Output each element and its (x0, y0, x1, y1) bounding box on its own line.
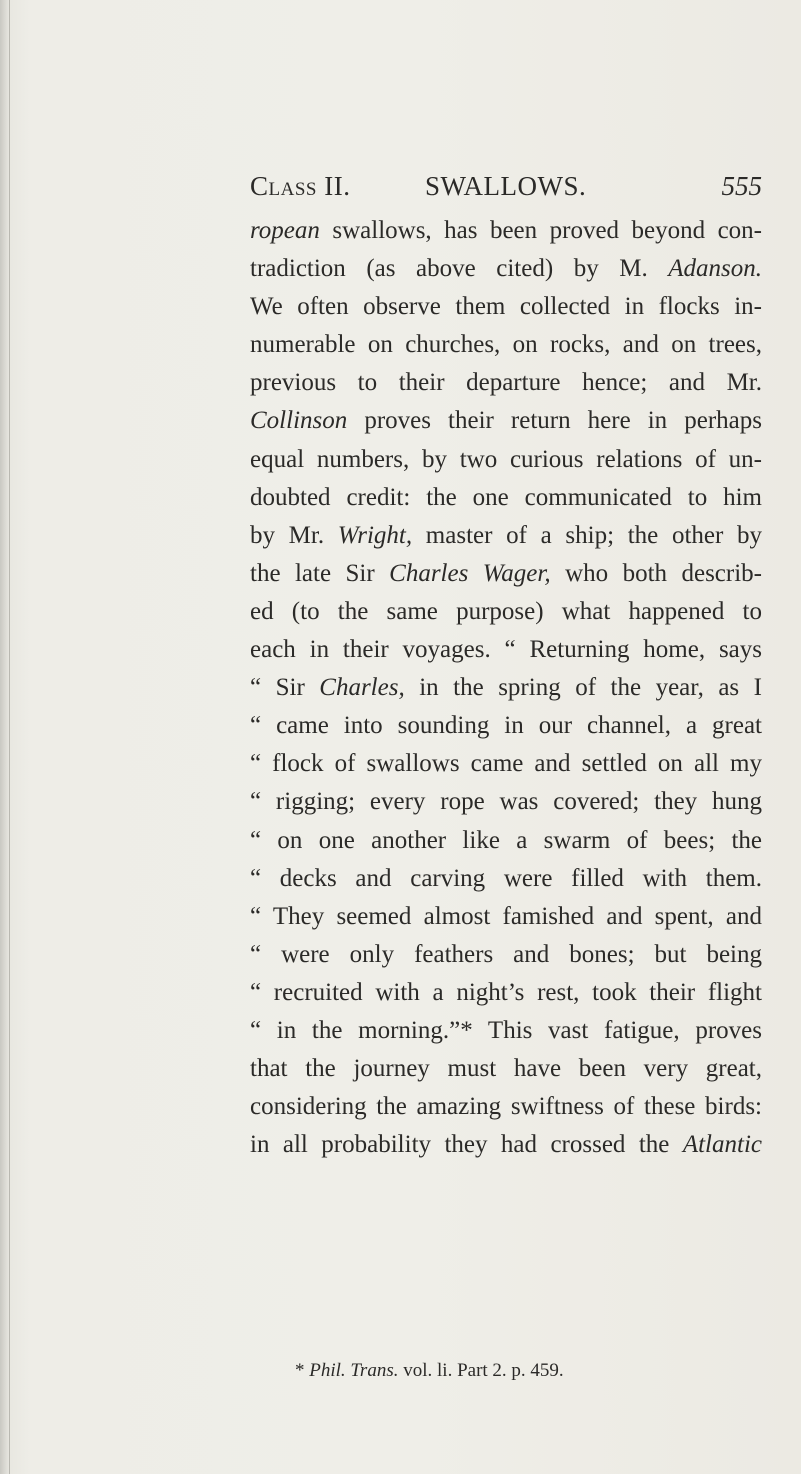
text-span: proves their return here in perhaps (347, 407, 762, 435)
text-line (250, 1012, 762, 1050)
text-line (250, 860, 762, 898)
text-span: doubted credit: the one communicated to him (250, 483, 762, 511)
text-span: each in their voyages. “ Returning home, says (250, 636, 762, 664)
text-span: “ came into sounding in our channel, a great (250, 712, 762, 740)
text-line (250, 936, 762, 974)
text-line (250, 974, 762, 1012)
text-line (250, 898, 762, 936)
text-span: previous to their departure hence; and Mr. (250, 369, 762, 397)
text-line (250, 326, 762, 364)
section-label: Class II. (250, 171, 351, 201)
text-span: “ on one another like a swarm of bees; the (250, 826, 762, 854)
text-line (250, 593, 762, 631)
body-text (250, 212, 762, 1164)
text-line (250, 212, 762, 250)
italic-text: Adanson. (668, 255, 762, 283)
footnote-marker: * (295, 1360, 305, 1381)
text-span: ed (to the same purpose) what happened to (250, 597, 762, 625)
text-line (250, 783, 762, 821)
text-line (250, 517, 762, 555)
text-span: by Mr. (250, 521, 338, 549)
text-span: “ flock of swallows came and settled on all my (250, 750, 762, 778)
text-span: “ They seemed almost famished and spent, and (250, 902, 762, 930)
footnote (295, 1358, 564, 1384)
text-span: numerable on churches, on rocks, and on trees, (250, 331, 762, 359)
text-line (250, 364, 762, 402)
text-span: that the journey must have been very great, (250, 1055, 762, 1083)
italic-text: Charles, (319, 674, 405, 702)
text-span: who both describ- (550, 559, 762, 587)
text-line (250, 669, 762, 707)
text-span: equal numbers, by two curious relations of un- (250, 445, 762, 473)
footnote-source: Phil. Trans. (309, 1360, 399, 1381)
text-line (250, 555, 762, 593)
text-line (250, 822, 762, 860)
text-span: the late Sir (250, 559, 390, 587)
page-number: 555 (721, 171, 762, 201)
running-head (250, 168, 760, 204)
text-span: “ recruited with a night’s rest, took their flight (250, 978, 762, 1006)
italic-text: Wright, (337, 521, 413, 549)
text-line (250, 1088, 762, 1126)
text-line (250, 441, 762, 479)
page-binding-edge (0, 0, 9, 1474)
text-line (250, 402, 762, 440)
text-span: “ decks and carving were filled with them. (250, 864, 762, 892)
text-span: in the spring of the year, as I (404, 674, 762, 702)
italic-text: Collinson (250, 407, 348, 435)
text-line (250, 1126, 762, 1164)
text-line (250, 1050, 762, 1088)
text-span: We often observe them collected in flocks in- (250, 293, 762, 321)
italic-text: Charles Wager, (389, 559, 551, 587)
text-line (250, 707, 762, 745)
text-span: swallows, has been proved beyond con- (319, 217, 762, 244)
text-span: master of a ship; the other by (412, 521, 762, 549)
text-line (250, 288, 762, 326)
italic-text: Atlantic (682, 1131, 762, 1159)
text-line (250, 250, 762, 288)
text-span: “ Sir (250, 674, 320, 702)
chapter-title: SWALLOWS. (425, 171, 587, 201)
text-span: “ were only feathers and bones; but being (250, 940, 762, 968)
text-span: tradiction (as above cited) by M. (250, 255, 669, 283)
text-span: “ rigging; every rope was covered; they hung (250, 788, 762, 816)
text-line (250, 631, 762, 669)
text-span: “ in the morning.”* This vast fatigue, proves (250, 1016, 762, 1044)
italic-text: ropean (250, 217, 320, 244)
page-binding-line (9, 0, 10, 1474)
text-span: in all probability they had crossed the (250, 1131, 683, 1159)
text-span: considering the amazing swiftness of these birds: (250, 1093, 762, 1121)
footnote-citation: vol. li. Part 2. p. 459. (403, 1360, 564, 1381)
text-line (250, 479, 762, 517)
text-line (250, 745, 762, 783)
